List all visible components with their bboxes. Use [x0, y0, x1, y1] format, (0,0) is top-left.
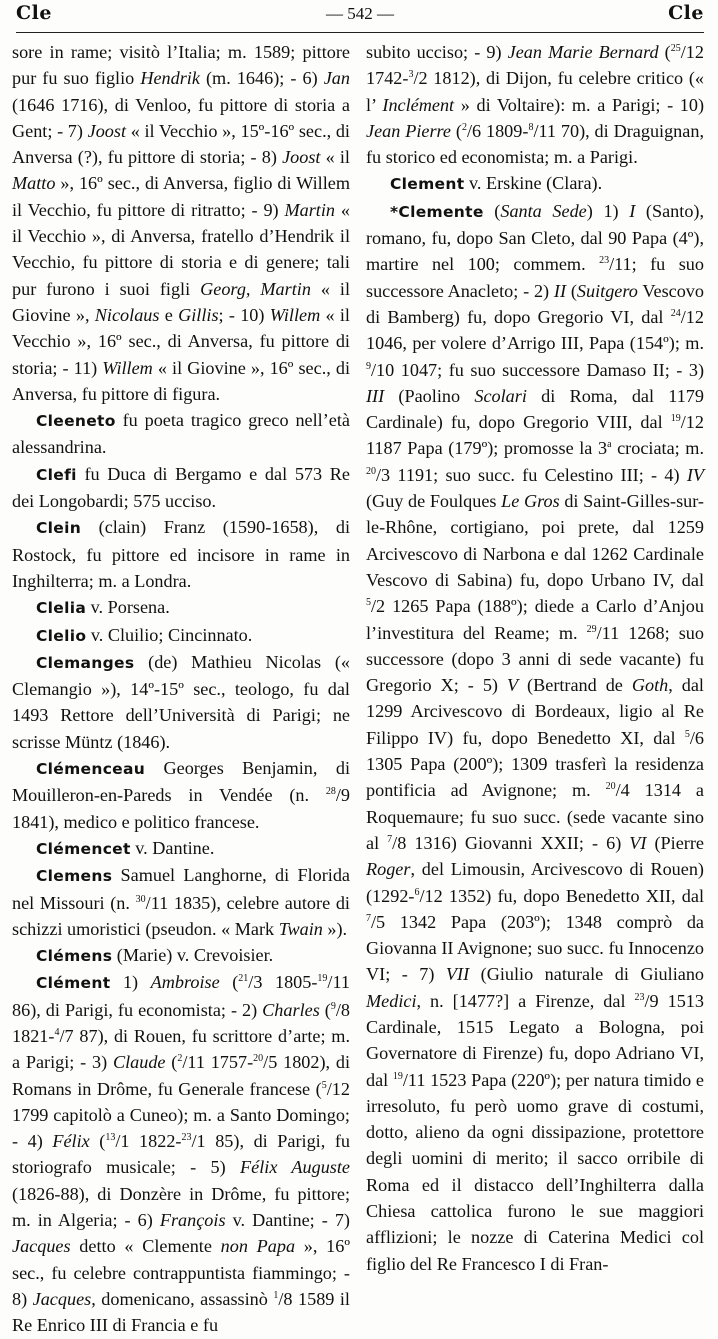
dictionary-entry: Clémencet v. Dantine. — [36, 837, 215, 858]
page-number: — 542 — — [326, 4, 394, 23]
dictionary-entry: Clefi fu Duca di Bergamo e dal 573 Re dei Longobardi; 575 ucciso. — [12, 463, 350, 512]
dictionary-entry: Clelio v. Cluilio; Cincinnato. — [36, 624, 253, 645]
header-left-headword: Cle — [16, 2, 52, 24]
entry-continuation: sore in rame; visitò l’Italia; m. 1589; pittore pur fu suo figlio Hendrik (m. 1646); - 6) Jan (1646 1716), di Venloo, fu pittore di storia a Gent; - 7) Joost « il Vecchio », 15º-16º sec., di Anversa (?), fu pittore di storia; - 8) Joost « il Matto », 16º sec., di Anversa, figlio di Willem il Vecchio, fu pittore di ritratto; - 9) Martin « il Vecchio », di Anversa, fratello d’Hendrik il Vecchio, fu pittore di storia e di genere; tali pur furono i suoi figli Georg, Martin « il Giovine », Nicolaus e Gillis; - 10) Willem « il Vecchio », 16º sec., di Anversa, fu pittore di storia; - 11) Willem « il Giovine », 16º sec., di Anversa, fu pittore di figura. — [12, 42, 350, 404]
dictionary-entry: Clemens Samuel Langhorne, di Florida nel Missouri (n. $^{30}$/11 1835), celebre autore di schizzi umoristici (pseudon. « Mark Twain »). — [12, 865, 350, 939]
dictionary-entry: Clémens (Marie) v. Crevoisier. — [36, 945, 274, 966]
header-right-headword: Cle — [668, 2, 704, 24]
page-header — [16, 2, 704, 33]
dictionary-entry: Cleeneto fu poeta tragico greco nell’età alessandrina. — [12, 410, 350, 458]
dictionary-entry: *Clemente (Santa Sede) 1) I (Santo), romano, fu, dopo San Cleto, dal 90 Papa (4º), martire nel 100; commem. $^{23}$/11; fu suo successore Anacleto; - 2) II (Suitgero Vescovo di Bamberg) fu, dopo Gregorio VI, dal $^{24}$/12 1046, per volere d’Arrigo III, Papa (154º); m. $^9$/10 1047; fu suo successore Damaso II; - 3) III (Paolino Scolari di Roma, dal 1179 Cardinale) fu, dopo Gregorio VIII, dal $^{19}$/12 1187 Papa (179º); promosse la 3$^a$ crociata; m. $^{20}$/3 1191; suo succ. fu Celestino III; - 4) IV (Guy de Foulques Le Gros di Saint-Gilles-sur-le-Rhône, cortigiano, poi prete, dal 1259 Arcivescovo di Narbona e dal 1262 Cardinale Vescovo di Sabina) fu, dopo Urbano IV, dal $^5$/2 1265 Papa (188º); diede a Carlo d’Anjou l’investitura del Reame; m. $^{29}$/11 1268; suo successore (dopo 3 anni di sede vacante) fu Gregorio X; - 5) V (Bertrand de Goth, dal 1299 Arcivescovo di Bordeaux, ligio al Re Filippo IV) fu, dopo Benedetto XI, dal $^5$/6 1305 Papa (200º); 1309 trasferì la residenza pontificia ad Avignone; m. $^{20}$/4 1314 a Roquemaure; fu suo succ. (sede vacante sino al $^7$/8 1316) Giovanni XXII; - 6) VI (Pierre Roger, del Limousin, Arcivescovo di Rouen) (1292-$^6$/12 1352) fu, dopo Benedetto XII, dal $^7$/5 1342 Papa (203º); 1348 comprò da Giovanna II Avignone; suo succ. fu Innocenzo VI; - 7) VII (Giulio naturale di Giuliano Medici, n. [1477?] a Firenze, dal $^{23}$/9 1513 Cardinale, 1515 Legato a Bologna, poi Governatore di Firenze) fu, dopo Adriano VI, dal $^{19}$/11 1523 Papa (220º); per natura timido e irresoluto, fu però uomo grave di costumi, dotto, alieno da ogni dissipazione, protettore degli uomini di merito; il sacco orribile di Roma ed il distacco dell’Inghilterra dalla Chiesa cattolica furono le sue maggiori afflizioni; le nozze di Caterina Medici col figlio del Re Francesco I di Fran- — [366, 200, 705, 1274]
right-column — [366, 39, 704, 1339]
dictionary-entry: Clément 1) Ambroise ($^{21}$/3 1805-$^{19}$/11 86), di Parigi, fu economista; - 2) Charles ($^9$/8 1821-$^4$/7 87), di Rouen, fu scrittore d’arte; m. a Parigi; - 3) Claude ($^2$/11 1757-$^{20}$/5 1802), di Romans in Drôme, fu Generale francese ($^5$/12 1799 capitolò a Cuneo); m. a Santo Domingo; - 4) Félix ($^{13}$/1 1822-$^{23}$/1 85), di Parigi, fu storiografo musicale; - 5) Félix Auguste (1826-88), di Donzère in Drôme, fu pittore; m. in Algeria; - 6) François v. Dantine; - 7) Jacques detto « Clemente non Papa », 16º sec., fu celebre contrappuntista fiammingo; - 8) Jacques, domenicano, assassinò $^1$/8 1589 il Re Enrico III di Francia e fu — [12, 972, 351, 1336]
dictionary-entry: Clémenceau Georges Benjamin, di Mouilleron-en-Pareds in Vendée (n. $^{28}$/9 1841), medico e politico francese. — [12, 758, 350, 832]
entry-continuation: subito ucciso; - 9) Jean Marie Bernard ($^{25}$/12 1742-$^3$/2 1812), di Dijon, fu celebre critico (« l’ Inclément » di Voltaire): m. a Parigi; - 10) Jean Pierre ($^2$/6 1809-$^8$/11 70), di Draguignan, fu storico ed economista; m. a Parigi. — [366, 42, 705, 168]
left-column — [12, 39, 350, 1339]
dictionary-entry: Clein (clain) Franz (1590-1658), di Rostock, fu pittore ed incisore in rame in Inghilterra; m. a Londra. — [12, 517, 350, 591]
dictionary-entry: Clemanges (de) Mathieu Nicolas (« Clemangio »), 14º-15º sec., teologo, fu dal 1493 Rettore dell’Università di Parigi; ne scrisse Müntz (1846). — [12, 651, 350, 752]
dictionary-entry: Clement v. Erskine (Clara). — [390, 173, 603, 194]
text-columns — [12, 39, 708, 1339]
dictionary-entry: Clelia v. Porsena. — [36, 597, 170, 618]
